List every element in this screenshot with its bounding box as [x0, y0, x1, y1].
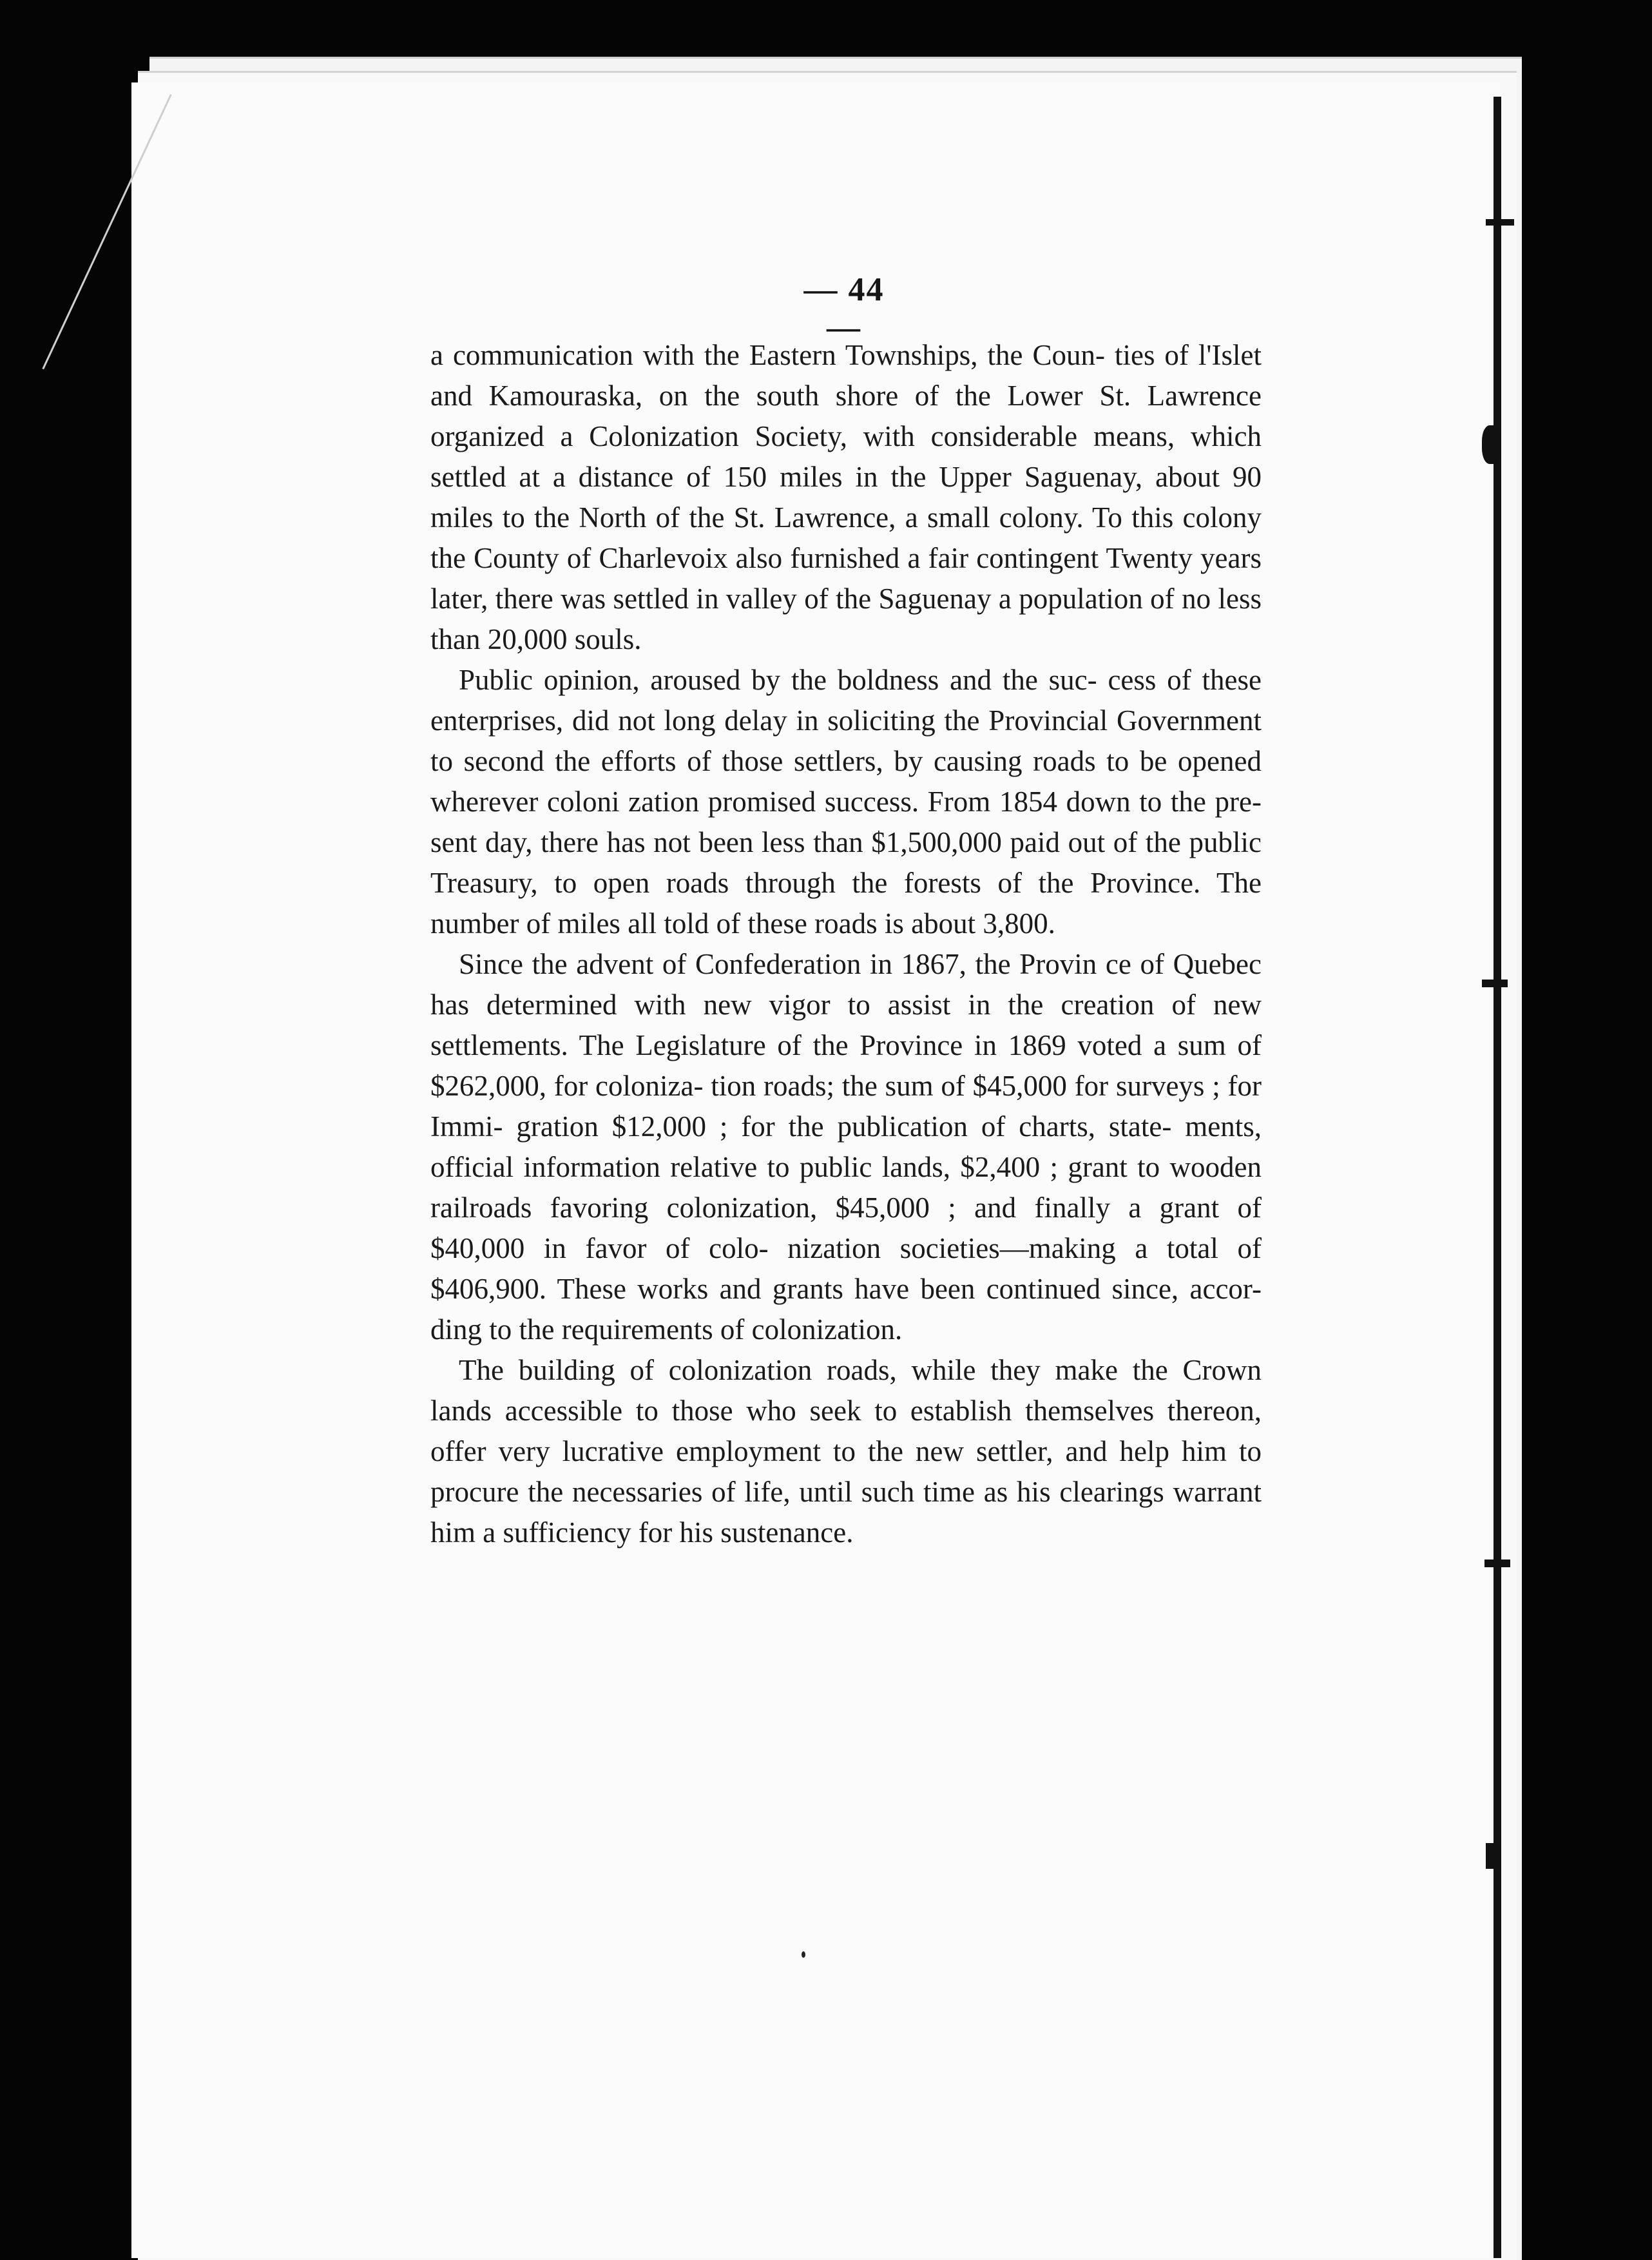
body-text — [430, 335, 1262, 1553]
paragraph-2: Public opinion, aroused by the boldness and the suc- cess of these enterprises, did not long delay in soliciting the Provincial Government to second the efforts of those settlers, by causing roads to be opened wherever coloni zation promised success. From 1854 down to the pre- sent day, there has not been less than $1,500,000 paid out of the public Treasury, to open roads through the forests of the Province. The number of miles all told of these roads is about 3,800. — [430, 664, 1262, 940]
binding-mark — [1486, 219, 1514, 226]
page-fold-line — [42, 94, 171, 369]
binding-mark — [1482, 425, 1501, 464]
binding-mark — [1486, 1843, 1501, 1869]
binding-mark — [1484, 1560, 1510, 1567]
paragraph-1: a communication with the Eastern Townships, the Coun- ties of l'Islet and Kamouraska, on the south shore of the Lower St. Lawrence organized a Colonization Society, with considerable means, which settled at a distance of 150 miles in the Upper Saguenay, about 90 miles to the North of the St. Lawrence, a small colony. To this colony the County of Charlevoix also furnished a fair contingent Twenty years later, there was settled in valley of the Saguenay a population of no less than 20,000 souls. — [430, 339, 1262, 655]
scan-speck — [802, 1951, 805, 1958]
paragraph-4: The building of colonization roads, while they make the Crown lands accessible to those who seek to establish themselves thereon, offer very lucrative employment to the new settler, and help him to procure the necessaries of life, until such time as his clearings warrant him a sufficiency for his sustenance. — [430, 1354, 1262, 1549]
binding-strip — [1494, 97, 1501, 2258]
binding-mark — [1482, 980, 1508, 987]
page-number: — 44 — — [803, 271, 885, 346]
paragraph-3: Since the advent of Confederation in 1867, the Provin ce of Quebec has determined with new vigor to assist in the creation of new settlements. The Legislature of the Province in 1869 voted a sum of $262,000, for coloniza- tion roads; the sum of $45,000 for surveys ; for Immi- gration $12,000 ; for the publication of charts, state- ments, official information relative to public lands, $2,400 ; grant to wooden railroads favoring colonization, $45,000 ; and finally a grant of $40,000 in favor of colo- nization societies—making a total of $406,900. These works and grants have been continued since, accor- ding to the requirements of colonization. — [430, 948, 1262, 1346]
